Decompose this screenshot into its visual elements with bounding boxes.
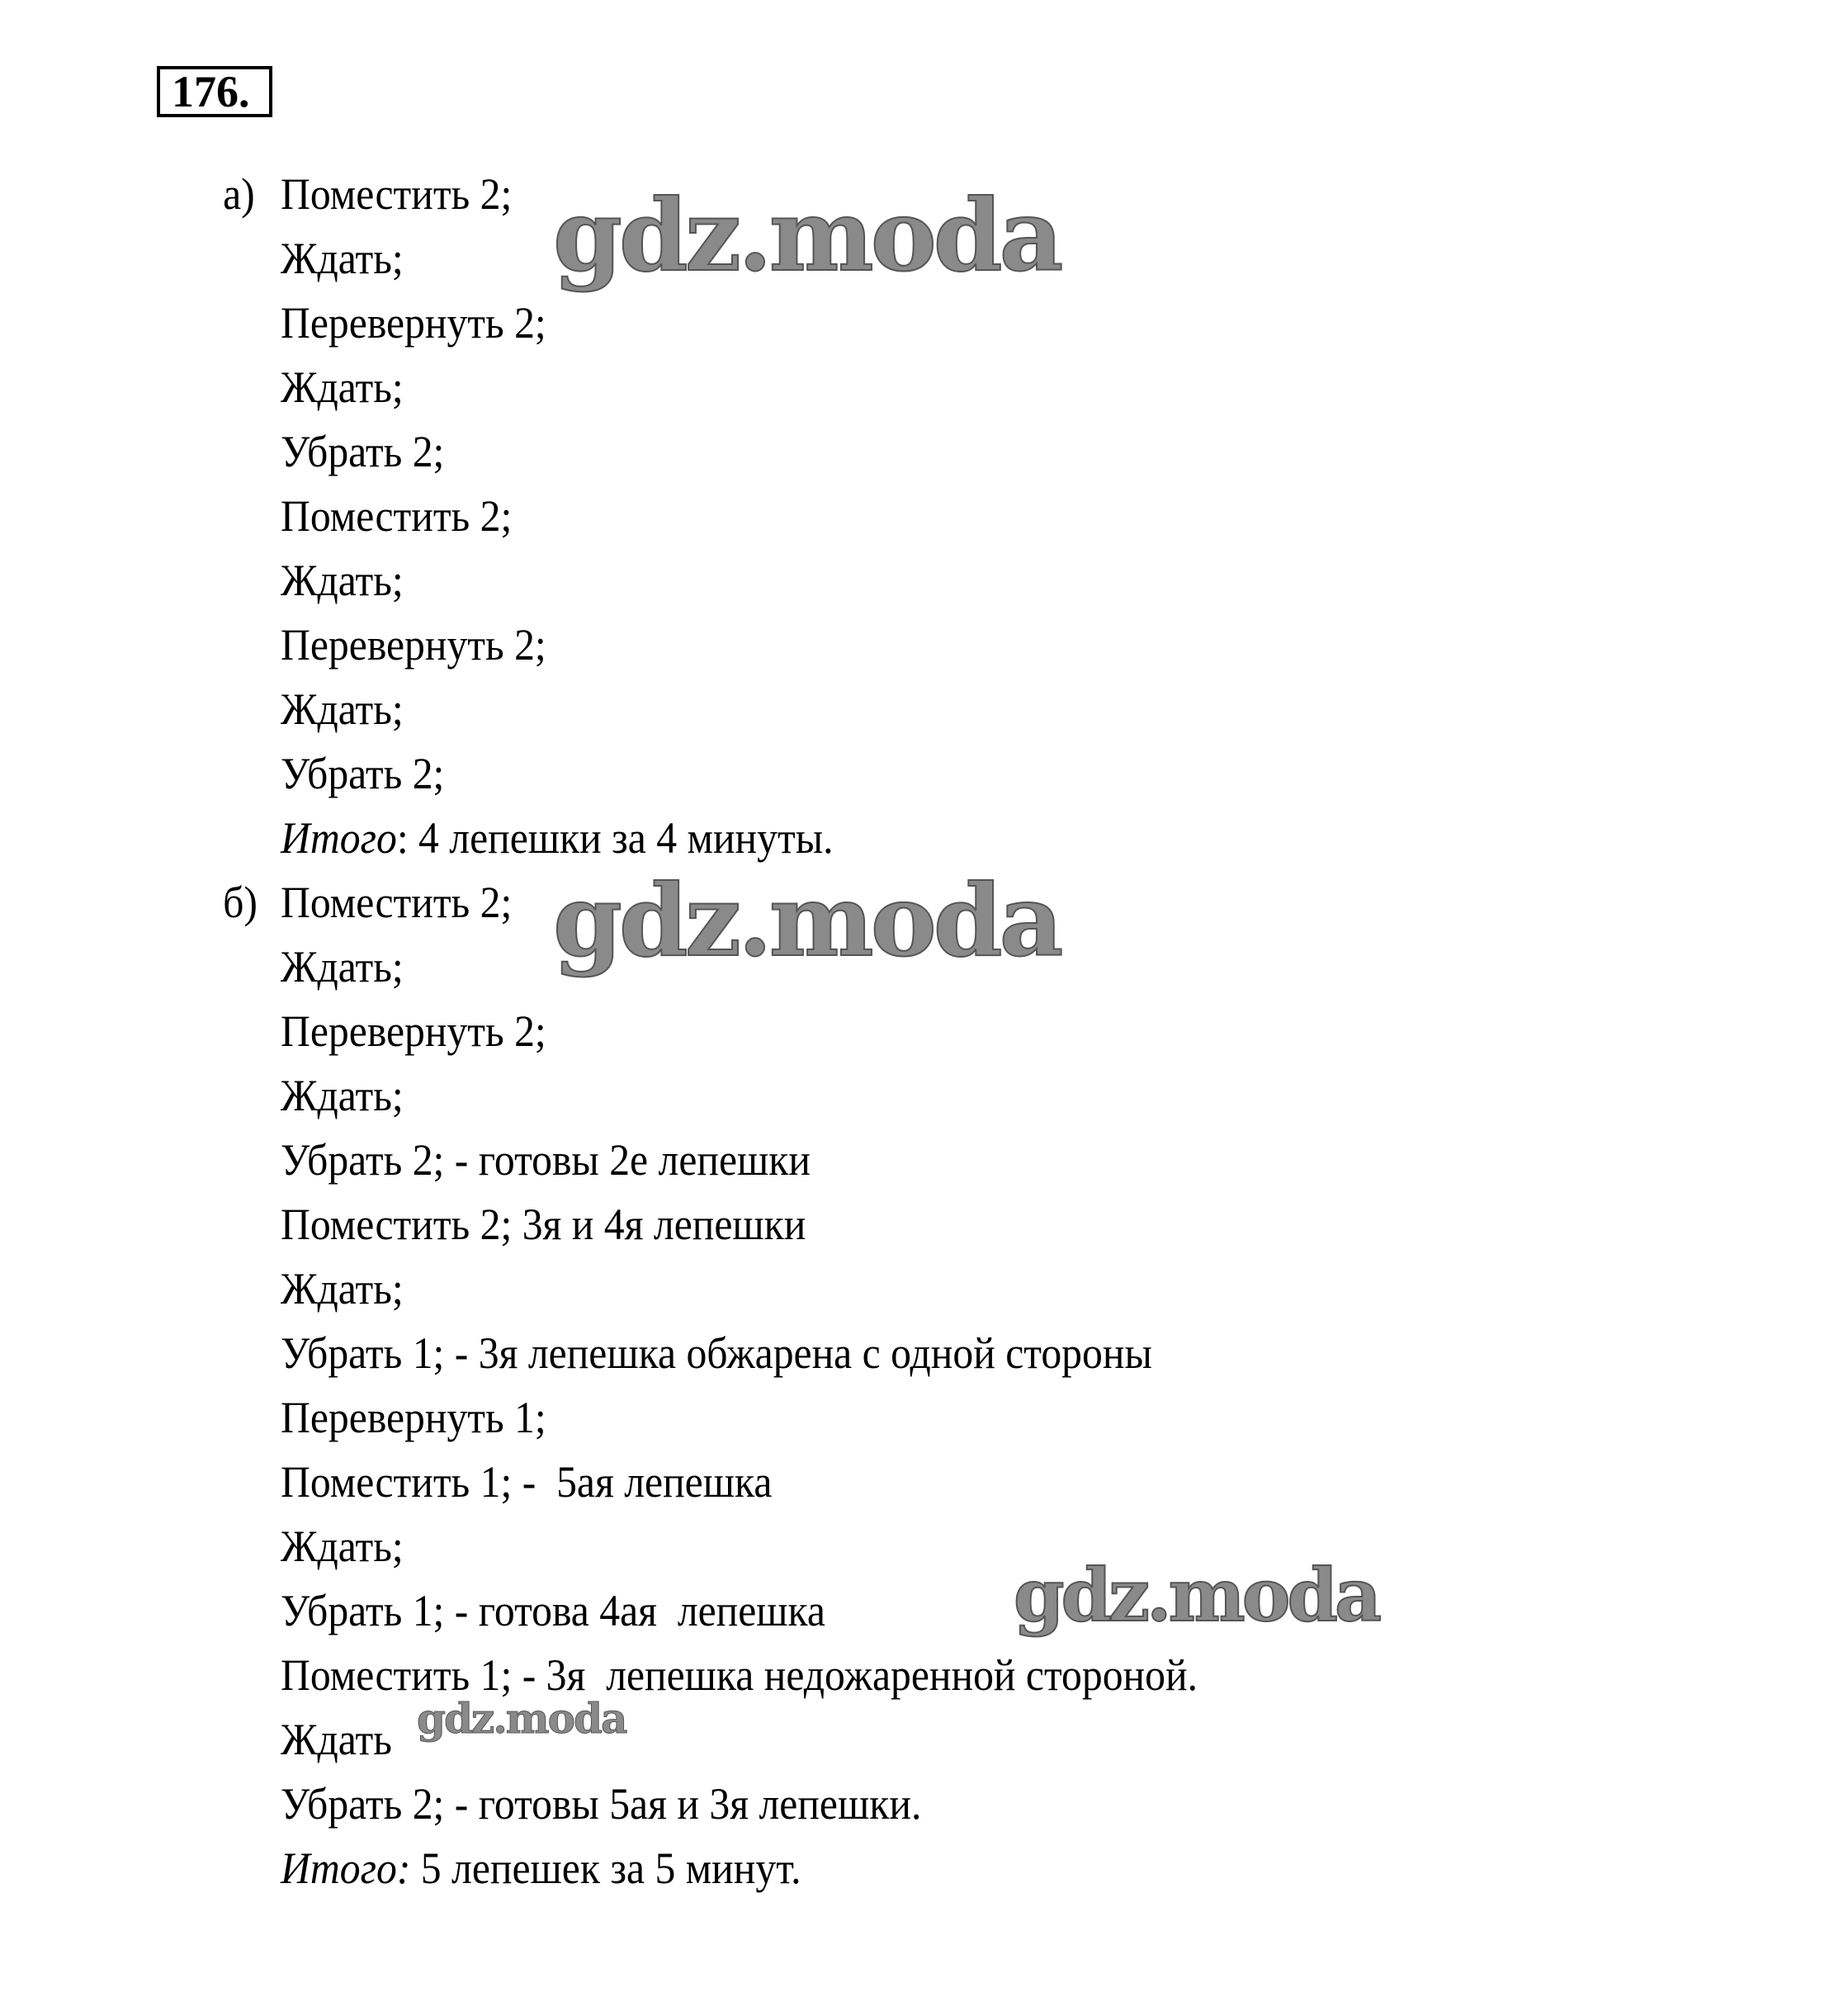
instruction-line: [281, 226, 404, 291]
instruction-line: [223, 162, 513, 226]
instruction-line: [281, 419, 444, 484]
instruction-text: Поместить 2; 3я и 4я лепешки: [281, 1200, 806, 1249]
instruction-line: [281, 1772, 921, 1836]
instruction-text: Убрать 2; - готовы 2е лепешки: [281, 1135, 811, 1185]
instruction-line: [281, 999, 546, 1063]
instruction-text: Убрать 1; - 3я лепешка обжарена с одной стороны: [281, 1328, 1152, 1378]
instruction-text: Перевернуть 2;: [281, 1006, 546, 1056]
instruction-text: Убрать 2;: [281, 427, 445, 476]
instruction-line: [281, 548, 404, 613]
instruction-line: [281, 1450, 772, 1514]
instruction-line: [223, 870, 513, 935]
instruction-line: [281, 1514, 404, 1578]
part-label: б): [223, 878, 258, 927]
instruction-text: Убрать 2; - готовы 5ая и 3я лепешки.: [281, 1779, 922, 1829]
part-label: а): [223, 169, 255, 219]
total-line: [281, 1836, 801, 1900]
total-text: 5 лепешек за 5 минут.: [410, 1843, 801, 1893]
instruction-text: Ждать;: [281, 1264, 404, 1313]
instruction-line: [281, 1256, 404, 1321]
watermark: gdz.moda: [553, 863, 1061, 979]
instruction-line: [281, 355, 404, 419]
instruction-text: Убрать 1; - готова 4ая лепешка: [281, 1586, 825, 1635]
watermark: gdz.moda: [553, 177, 1061, 294]
instruction-text: Ждать: [281, 1715, 392, 1764]
instruction-text: Ждать;: [281, 362, 404, 412]
instruction-text: Ждать;: [281, 234, 404, 283]
instruction-text: Перевернуть 2;: [281, 620, 546, 670]
instruction-line: [281, 613, 546, 677]
total-label: Итого:: [281, 1843, 411, 1893]
instruction-text: Поместить 2;: [281, 491, 513, 541]
total-text: : 4 лепешки за 4 минуты.: [396, 813, 834, 863]
instruction-line: [281, 1707, 392, 1772]
instruction-text: Поместить 1; - 3я лепешка недожаренной стороной.: [281, 1650, 1198, 1700]
instruction-text: Ждать;: [281, 684, 404, 734]
instruction-text: Убрать 2;: [281, 749, 445, 798]
instruction-text: Перевернуть 1;: [281, 1393, 546, 1442]
watermark: gdz.moda: [1014, 1552, 1379, 1638]
total-label: Итого: [281, 813, 397, 863]
instruction-line: [281, 1128, 811, 1192]
instruction-line: [281, 935, 404, 999]
instruction-line: [281, 291, 546, 355]
instruction-line: [281, 1063, 404, 1128]
instruction-line: [281, 677, 404, 741]
instruction-line: [281, 1578, 825, 1643]
total-line: [281, 806, 834, 870]
instruction-line: [281, 741, 444, 806]
instruction-text: Ждать;: [281, 1071, 404, 1120]
instruction-line: [281, 1385, 546, 1450]
instruction-text: Ждать;: [281, 942, 404, 991]
instruction-text: Перевернуть 2;: [281, 298, 546, 348]
instruction-line: [281, 484, 512, 548]
instruction-text: Ждать;: [281, 1521, 404, 1571]
instruction-line: [281, 1321, 1152, 1385]
instruction-line: [281, 1192, 806, 1256]
watermark: gdz.moda: [417, 1694, 626, 1743]
instruction-text: Поместить 2;: [281, 878, 513, 927]
instruction-text: Поместить 1; - 5ая лепешка: [281, 1457, 773, 1507]
instruction-text: Ждать;: [281, 556, 404, 605]
instruction-text: Поместить 2;: [281, 169, 513, 219]
problem-number: 176.: [157, 66, 272, 117]
